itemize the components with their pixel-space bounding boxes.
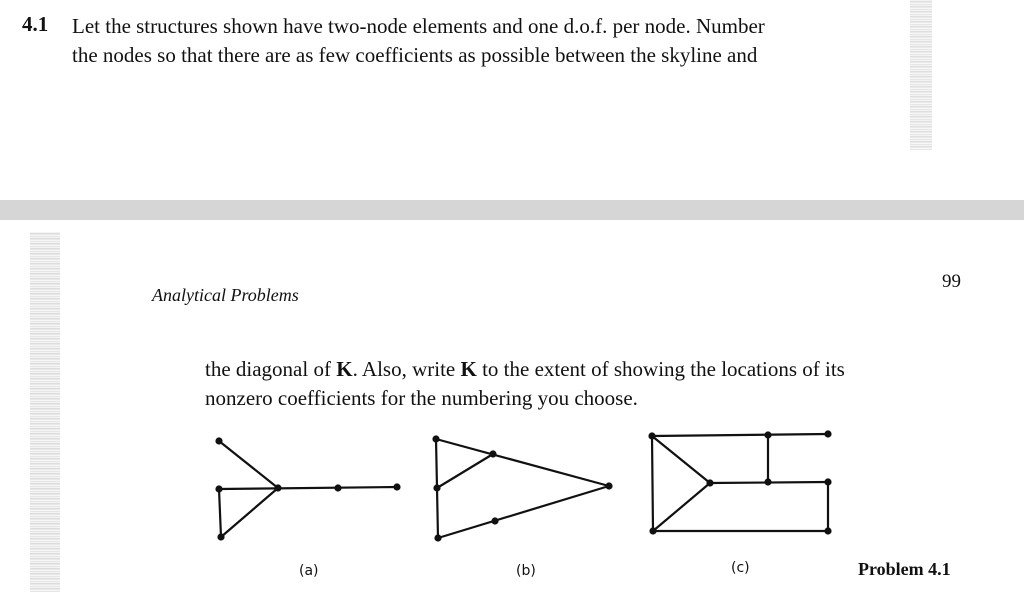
element-line: [221, 488, 278, 537]
node: [215, 485, 222, 492]
structure-c: [652, 434, 828, 531]
node: [824, 478, 831, 485]
node: [489, 450, 496, 457]
element-line: [653, 483, 710, 531]
problem-statement: [72, 12, 872, 70]
problem-text-line-1: Let the structures shown have two-node elements and one d.o.f. per node. Number: [72, 14, 765, 38]
node: [334, 484, 341, 491]
node: [824, 527, 831, 534]
node: [605, 482, 612, 489]
node: [433, 484, 440, 491]
node: [824, 430, 831, 437]
element-line: [652, 436, 653, 531]
continuation-line-1: [205, 355, 985, 384]
node: [274, 484, 281, 491]
figure-caption: Problem 4.1: [858, 559, 951, 579]
text-span: to the extent of showing the locations of its: [476, 357, 845, 381]
node: [432, 435, 439, 442]
node: [434, 534, 441, 541]
matrix-k-symbol: K: [336, 357, 353, 381]
structure-a: [219, 441, 397, 537]
node: [215, 437, 222, 444]
continuation-text: [205, 355, 985, 413]
element-line: [437, 454, 493, 488]
problem-text-line-2: the nodes so that there are as few coefficients as possible between the skyline and: [72, 43, 758, 67]
running-head: Analytical Problems: [152, 285, 299, 305]
matrix-k-symbol: K: [460, 357, 477, 381]
node: [393, 483, 400, 490]
text-span: . Also, write: [352, 357, 461, 381]
node: [706, 479, 713, 486]
text-span: the diagonal of: [205, 357, 337, 381]
node: [648, 432, 655, 439]
element-line: [219, 487, 397, 489]
structure-figures: [0, 425, 1024, 560]
element-line: [652, 434, 828, 436]
element-line: [437, 488, 438, 538]
problem-number: 4.1: [22, 12, 49, 36]
element-line: [652, 436, 710, 483]
node: [491, 517, 498, 524]
element-line: [436, 439, 437, 488]
continuation-line-2: nonzero coefficients for the numbering you choose.: [205, 386, 638, 410]
figure-label-b: (b): [516, 563, 536, 579]
figure-label-a: (a): [299, 563, 319, 579]
element-line: [219, 489, 221, 537]
scan-artifact-right: [910, 0, 932, 150]
node: [764, 478, 771, 485]
page-number: 99: [942, 271, 961, 292]
figure-label-c: (c): [731, 560, 750, 576]
element-line: [219, 441, 278, 488]
element-line: [436, 439, 609, 486]
page-divider: [0, 200, 1024, 220]
node: [764, 431, 771, 438]
structure-b: [436, 439, 609, 538]
element-line: [438, 486, 609, 538]
node: [649, 527, 656, 534]
node: [217, 533, 224, 540]
